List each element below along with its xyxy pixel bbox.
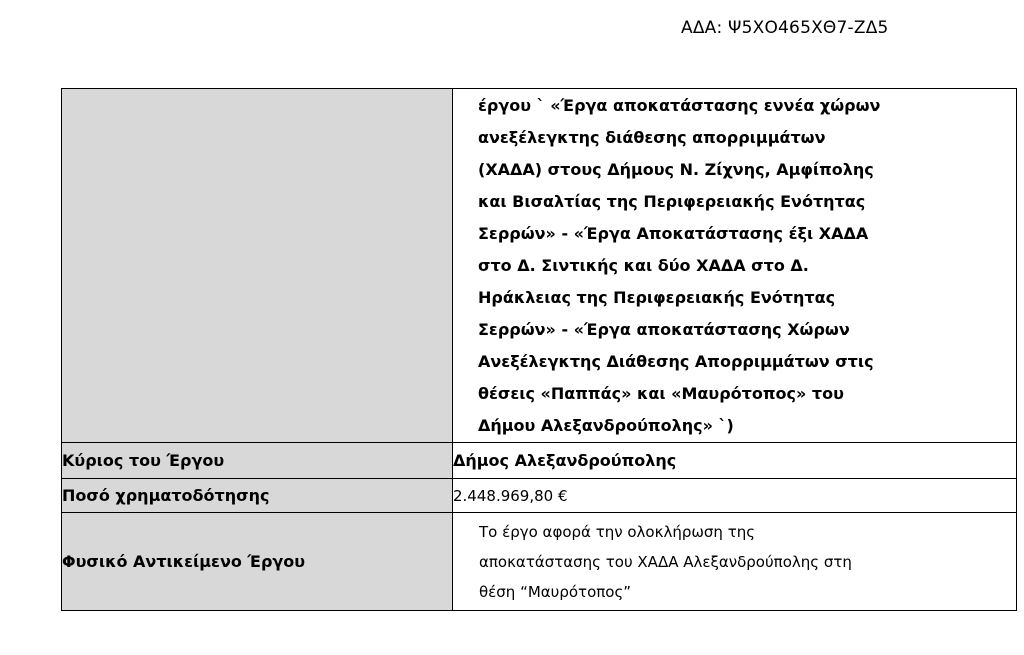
table-row-amount bbox=[62, 479, 1017, 513]
description-line: Σερρών» - «Έργα αποκατάστασης Χώρων bbox=[478, 320, 850, 339]
description-line: στο Δ. Σιντικής και δύο ΧΑΔΑ στο Δ. bbox=[478, 256, 809, 275]
object-description bbox=[453, 517, 1016, 607]
amount-value: 2.448.969,80 € bbox=[453, 479, 1017, 513]
table-row-description bbox=[62, 89, 1017, 443]
description-line: θέσεις «Παππάς» και «Μαυρότοπος» του bbox=[478, 384, 844, 403]
table-row-object bbox=[62, 513, 1017, 611]
description-line: και Βισαλτίας της Περιφερειακής Ενότητας bbox=[478, 192, 866, 211]
owner-value: Δήμος Αλεξανδρούπολης bbox=[453, 443, 1017, 479]
object-line: Το έργο αφορά την ολοκλήρωση της bbox=[479, 522, 756, 541]
project-description bbox=[453, 89, 1016, 442]
description-line: ανεξέλεγκτης διάθεσης απορριμμάτων bbox=[478, 128, 826, 147]
object-value-cell bbox=[453, 513, 1017, 611]
ada-code: ΑΔΑ: Ψ5ΧΟ465ΧΘ7-ΖΔ5 bbox=[681, 18, 889, 38]
description-value-cell bbox=[453, 89, 1017, 443]
owner-label: Κύριος του Έργου bbox=[62, 443, 453, 479]
amount-label: Ποσό χρηματοδότησης bbox=[62, 479, 453, 513]
object-line: θέση “Μαυρότοπος” bbox=[479, 582, 632, 601]
object-label: Φυσικό Αντικείμενο Έργου bbox=[62, 513, 453, 611]
description-line: (ΧΑΔΑ) στους Δήμους Ν. Ζίχνης, Αμφίπολης bbox=[478, 160, 874, 179]
description-line: Δήμου Αλεξανδρούπολης» `) bbox=[478, 416, 734, 435]
description-line: Ηράκλειας της Περιφερειακής Ενότητας bbox=[478, 288, 836, 307]
description-line: Σερρών» - «Έργα Αποκατάστασης έξι ΧΑΔΑ bbox=[478, 224, 869, 243]
object-line: αποκατάστασης του ΧΑΔΑ Αλεξανδρούπολης στη bbox=[479, 552, 852, 571]
table-row-owner bbox=[62, 443, 1017, 479]
description-label-cell bbox=[62, 89, 453, 443]
project-table bbox=[61, 88, 1017, 611]
description-line: έργου ` «Έργα αποκατάστασης εννέα χώρων bbox=[478, 96, 881, 115]
description-line: Ανεξέλεγκτης Διάθεσης Απορριμμάτων στις bbox=[478, 352, 874, 371]
